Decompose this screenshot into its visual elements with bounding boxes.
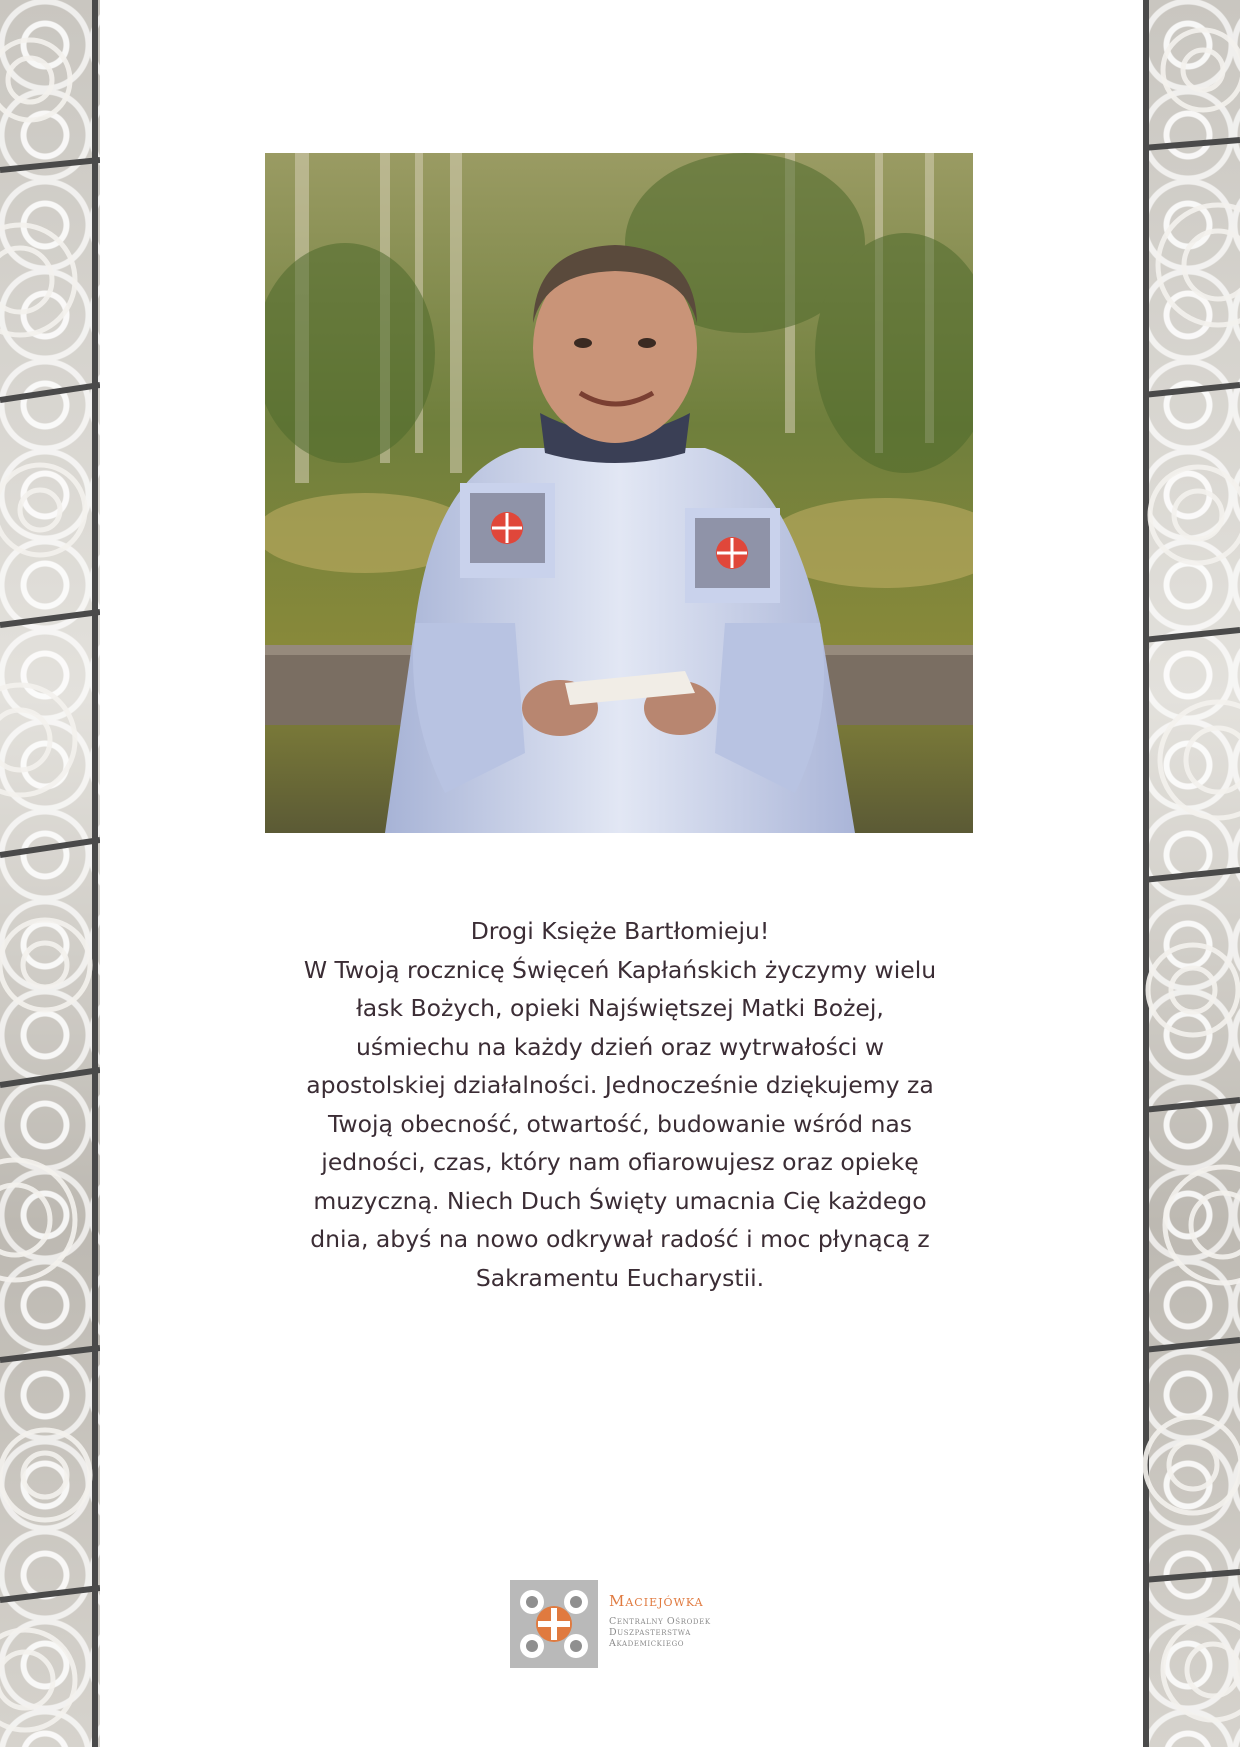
left-lattice-pattern [0,0,100,1747]
maciejowka-logo [510,1580,740,1668]
left-decorative-border [0,0,100,1747]
right-decorative-border [1143,0,1240,1747]
logo-title: Maciejówka [609,1592,704,1610]
letter-block [200,912,1040,1297]
cross-window-icon [510,1580,598,1668]
priest-portrait-image [265,153,973,833]
priest-photo [265,153,973,833]
logo-subtitle: Centralny Ośrodek Duszpasterstwa Akademickiego [609,1616,711,1649]
letter-greeting: Drogi Księże Bartłomieju! [470,917,770,945]
letter-body: W Twoją rocznicę Święceń Kapłańskich życzymy wielu łask Bożych, opieki Najświętszej Matki Bożej, uśmiechu na każdy dzień oraz wytrwałości w apostolskiej działalności. Jednocześnie dziękujemy za Twoją obecność, otwartość, budowanie wśród nas jedności, czas, który nam ofiarowujesz oraz opiekę muzyczną. Niech Duch Święty umacnia Cię każdego dnia, abyś na nowo odkrywał radość i moc płynącą z Sakramentu Eucharystii. [303,955,937,1292]
right-lattice-pattern [1143,0,1240,1747]
